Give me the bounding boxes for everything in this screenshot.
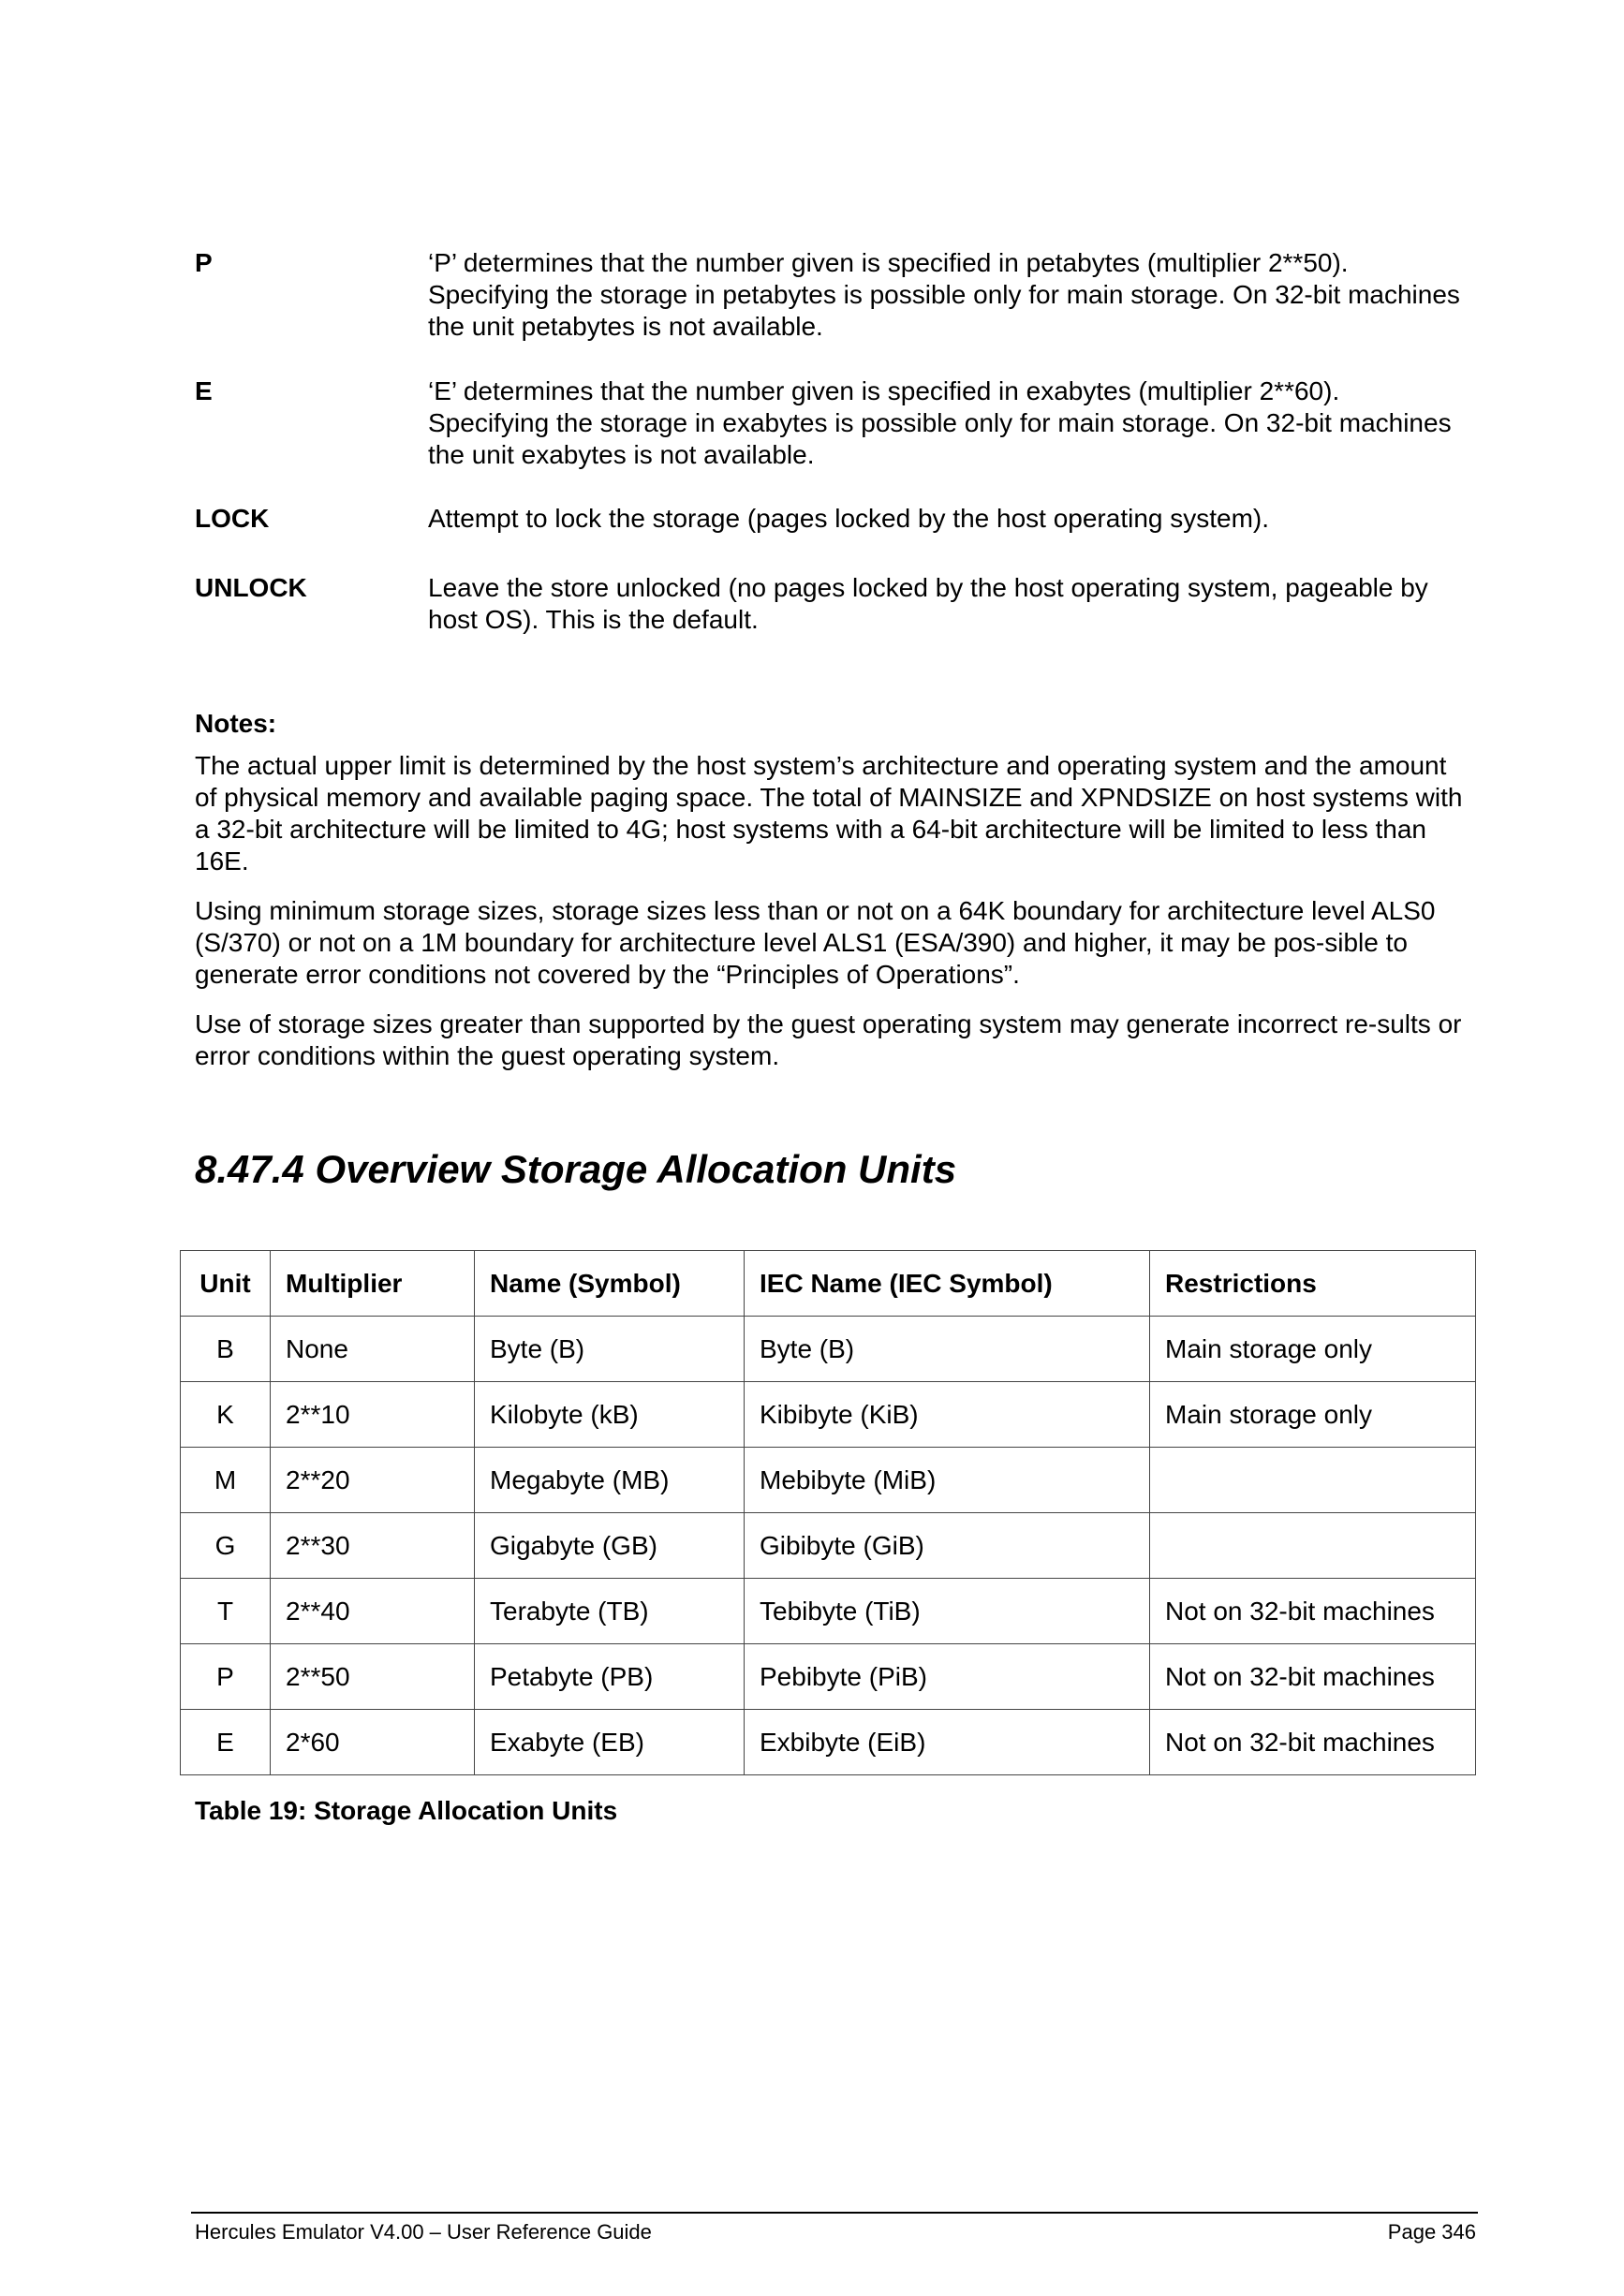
cell-multiplier: 2**20: [271, 1448, 475, 1513]
notes-paragraph-3: Use of storage sizes greater than supported by the guest operating system may generate incorrect re-sults or error conditions within the guest operating system.: [195, 1009, 1462, 1070]
footer-page-number: Page 346: [1387, 2220, 1476, 2244]
definition-description: Leave the store unlocked (no pages locked by the host operating system, pageable by host OS). This is the default.: [428, 573, 1428, 634]
cell-restrictions: Main storage only: [1150, 1317, 1476, 1382]
table-row: [181, 1513, 1476, 1579]
header-unit: Unit: [181, 1251, 271, 1317]
definition-description: Attempt to lock the storage (pages locked by the host operating system).: [428, 504, 1270, 533]
cell-unit: B: [181, 1317, 271, 1382]
cell-unit: G: [181, 1513, 271, 1579]
header-restrictions: Restrictions: [1150, 1251, 1476, 1317]
cell-iec-name: Mebibyte (MiB): [745, 1448, 1150, 1513]
footer-divider: [191, 2212, 1478, 2214]
header-multiplier: Multiplier: [271, 1251, 475, 1317]
definition-description: ‘E’ determines that the number given is specified in exabytes (multiplier 2**60). Specifying the storage in exabytes is possible only for main storage. On 32-bit machines the unit exabytes is not available.: [428, 376, 1452, 469]
cell-name: Gigabyte (GB): [475, 1513, 745, 1579]
cell-multiplier: 2*60: [271, 1710, 475, 1775]
cell-name: Kilobyte (kB): [475, 1382, 745, 1448]
definition-term: P: [195, 248, 213, 277]
definition-term: E: [195, 376, 213, 405]
cell-multiplier: 2**50: [271, 1644, 475, 1710]
cell-multiplier: 2**40: [271, 1579, 475, 1644]
cell-multiplier: 2**30: [271, 1513, 475, 1579]
table-row: [181, 1448, 1476, 1513]
definition-description: ‘P’ determines that the number given is specified in petabytes (multiplier 2**50). Specifying the storage in petabytes is possible only for main storage. On 32-bit machines the unit petabytes is not available.: [428, 248, 1460, 341]
table-row: [181, 1644, 1476, 1710]
cell-name: Byte (B): [475, 1317, 745, 1382]
cell-restrictions: Main storage only: [1150, 1382, 1476, 1448]
table-row: [181, 1317, 1476, 1382]
cell-unit: P: [181, 1644, 271, 1710]
table-caption: Table 19: Storage Allocation Units: [195, 1796, 618, 1825]
definition-term: LOCK: [195, 504, 270, 533]
table-row: [181, 1579, 1476, 1644]
cell-restrictions: [1150, 1448, 1476, 1513]
cell-iec-name: Exbibyte (EiB): [745, 1710, 1150, 1775]
cell-name: Petabyte (PB): [475, 1644, 745, 1710]
table-row: [181, 1710, 1476, 1775]
cell-iec-name: Byte (B): [745, 1317, 1150, 1382]
footer-document-title: Hercules Emulator V4.00 – User Reference Guide: [195, 2220, 652, 2244]
cell-restrictions: Not on 32-bit machines: [1150, 1710, 1476, 1775]
cell-multiplier: None: [271, 1317, 475, 1382]
cell-restrictions: [1150, 1513, 1476, 1579]
cell-name: Exabyte (EB): [475, 1710, 745, 1775]
cell-unit: M: [181, 1448, 271, 1513]
cell-iec-name: Pebibyte (PiB): [745, 1644, 1150, 1710]
cell-name: Megabyte (MB): [475, 1448, 745, 1513]
table-header-row: [181, 1251, 1476, 1317]
cell-multiplier: 2**10: [271, 1382, 475, 1448]
notes-heading: Notes:: [195, 709, 277, 738]
cell-name: Terabyte (TB): [475, 1579, 745, 1644]
table-row: [181, 1382, 1476, 1448]
cell-unit: K: [181, 1382, 271, 1448]
cell-restrictions: Not on 32-bit machines: [1150, 1579, 1476, 1644]
section-title: 8.47.4 Overview Storage Allocation Units: [195, 1147, 957, 1191]
cell-unit: T: [181, 1579, 271, 1644]
storage-units-table: [180, 1250, 1476, 1775]
definition-term: UNLOCK: [195, 573, 307, 602]
cell-iec-name: Gibibyte (GiB): [745, 1513, 1150, 1579]
notes-paragraph-1: The actual upper limit is determined by the host system’s architecture and operating system and the amount of physical memory and available paging space. The total of MAINSIZE and XPNDSIZE on host systems with a 32-bit architecture will be limited to 4G; host systems with a 64-bit architecture will be limited to less than 16E.: [195, 751, 1463, 876]
cell-iec-name: Tebibyte (TiB): [745, 1579, 1150, 1644]
cell-unit: E: [181, 1710, 271, 1775]
header-iec-name: IEC Name (IEC Symbol): [745, 1251, 1150, 1317]
header-name-symbol: Name (Symbol): [475, 1251, 745, 1317]
cell-iec-name: Kibibyte (KiB): [745, 1382, 1150, 1448]
cell-restrictions: Not on 32-bit machines: [1150, 1644, 1476, 1710]
notes-paragraph-2: Using minimum storage sizes, storage sizes less than or not on a 64K boundary for architecture level ALS0 (S/370) or not on a 1M boundary for architecture level ALS1 (ESA/390) and higher, it may be pos-sible to generate error conditions not covered by the “Principles of Operations”.: [195, 896, 1436, 989]
